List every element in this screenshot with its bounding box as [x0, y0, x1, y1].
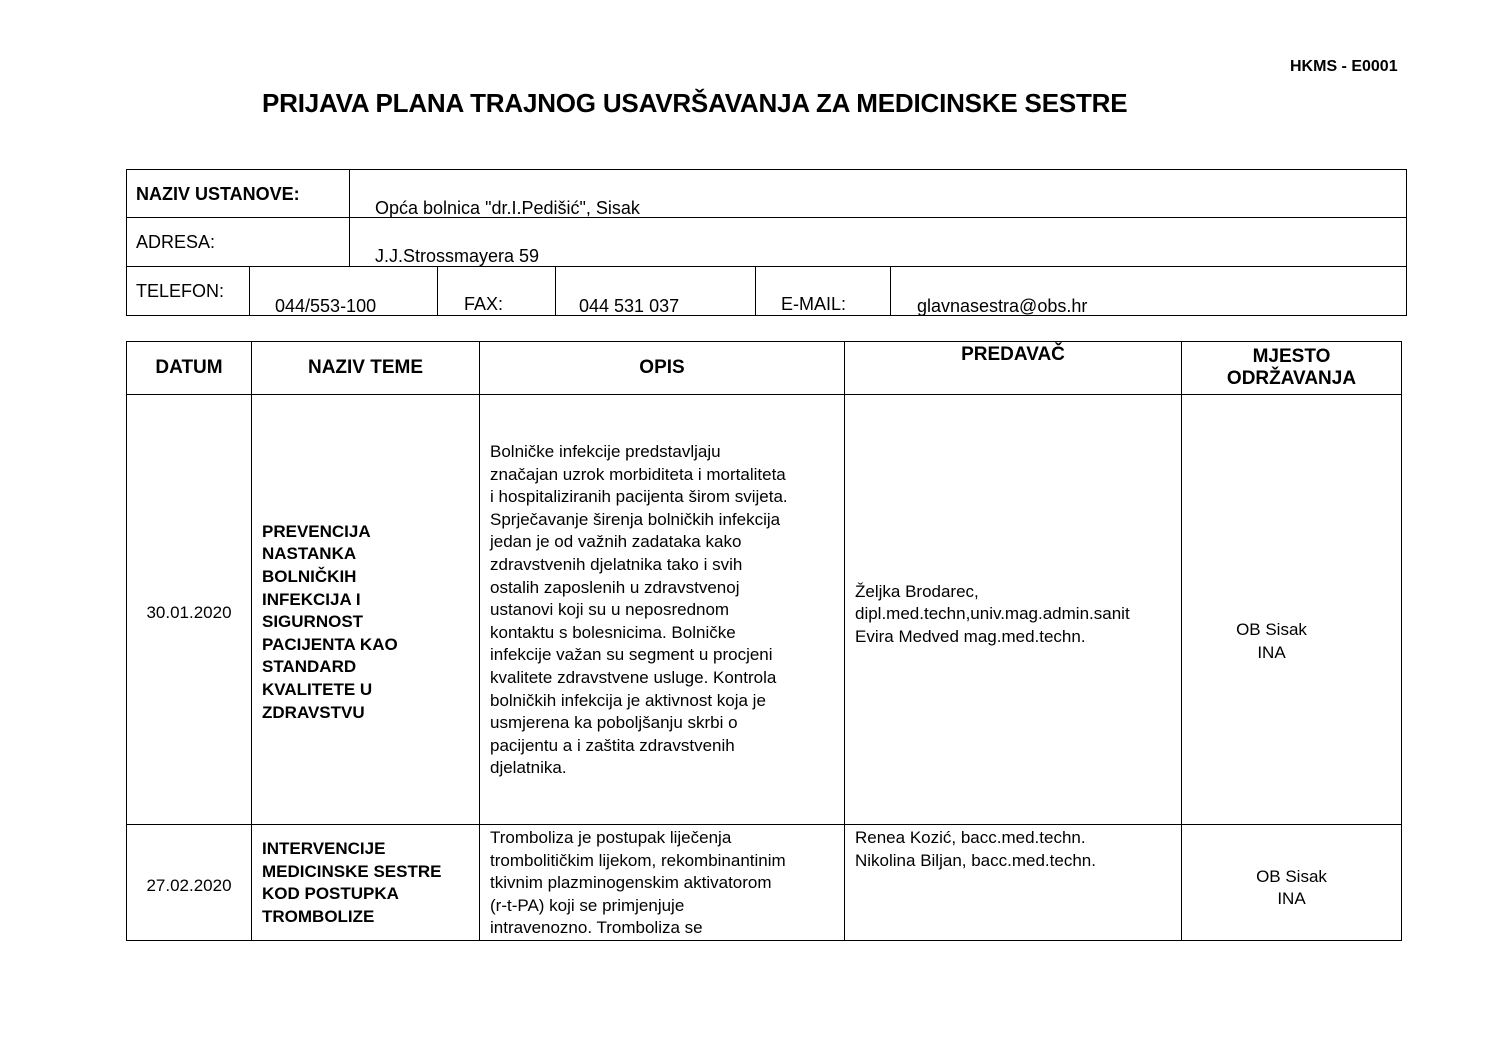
text-line: Sprječavanje širenja bolničkih infekcija	[490, 509, 781, 529]
topic-text	[252, 495, 479, 724]
description-cell	[480, 825, 845, 941]
location-text	[1182, 555, 1401, 664]
text-line: usmjerena ka poboljšanju skrbi o	[490, 713, 738, 733]
divider	[555, 266, 556, 316]
address-label: ADRESA:	[136, 232, 216, 252]
table-row	[127, 395, 1402, 825]
lecturer-text	[845, 825, 1181, 872]
description-cell	[480, 395, 845, 825]
address-value: J.J.Strossmayera 59	[375, 246, 540, 266]
text-line: Željka Brodarec,	[855, 581, 979, 601]
text-line: Renea Kozić, bacc.med.techn.	[855, 828, 1086, 847]
text-line: ZDRAVSTVU	[262, 702, 365, 722]
text-line: tkivnim plazminogenskim aktivatorom	[490, 873, 772, 893]
text-line: KVALITETE U	[262, 679, 373, 699]
text-line: infekcije važan su segment u procjeni	[490, 645, 773, 665]
text-line: kvalitete zdravstvene usluge. Kontrola	[490, 667, 777, 687]
text-line: INTERVENCIJE	[262, 839, 386, 859]
text-line: i hospitaliziranih pacijenta širom svijeta.	[490, 487, 788, 507]
email-label: E-MAIL:	[781, 294, 847, 314]
text-line: ostalih zaposlenih u zdravstvenoj	[490, 577, 740, 597]
topic-cell	[252, 395, 480, 825]
text-line: NASTANKA	[262, 544, 357, 564]
form-code: HKMS - E0001	[1290, 58, 1398, 75]
text-line: trombolitičkim lijekom, rekombinantinim	[490, 850, 786, 870]
location-cell	[1182, 395, 1402, 825]
date-cell	[127, 395, 252, 825]
table-row	[127, 825, 1402, 941]
institution-name-label: NAZIV USTANOVE:	[136, 184, 300, 204]
text-line: MEDICINSKE SESTRE	[262, 861, 442, 881]
text-line: BOLNIČKIH	[262, 567, 357, 587]
text-line: PACIJENTA KAO	[262, 634, 398, 654]
header-mjesto-line-2: ODRŽAVANJA	[1226, 368, 1357, 389]
location-cell	[1182, 825, 1402, 941]
topic-text	[252, 836, 479, 928]
lecturer-cell	[845, 825, 1182, 941]
header-mjesto	[1182, 342, 1402, 395]
text-line: pacijentu a i zaštita zdravstvenih	[490, 735, 735, 755]
text-line: jedan je od važnih zadataka kako	[490, 532, 742, 552]
text-line: Tromboliza je postupak liječenja	[490, 828, 732, 847]
text-line: djelatnika.	[490, 758, 567, 778]
fax-value: 044 531 037	[579, 296, 680, 316]
divider	[755, 266, 756, 316]
institution-name-value: Opća bolnica "dr.I.Pedišić", Sisak	[375, 198, 640, 218]
divider	[127, 217, 1406, 218]
fax-label: FAX:	[464, 294, 504, 314]
phone-value: 044/553-100	[275, 296, 377, 316]
page-title: PRIJAVA PLANA TRAJNOG USAVRŠAVANJA ZA MEDICINSKE SESTRE	[262, 88, 1128, 118]
phone-label: TELEFON:	[136, 281, 225, 301]
text-line: Evira Medved mag.med.techn.	[855, 626, 1086, 646]
divider	[349, 170, 350, 266]
header-opis: OPIS	[480, 342, 845, 395]
date-text: 30.01.2020	[146, 603, 232, 623]
description-text	[480, 439, 844, 780]
text-line: značajan uzrok morbiditeta i mortaliteta	[490, 464, 786, 484]
text-line: (r-t-PA) koji se primjenjuje	[490, 895, 685, 915]
text-line: zdravstvenih djelatnika tako i svih	[490, 555, 743, 575]
text-line: SIGURNOST	[262, 612, 364, 632]
email-value: glavnasestra@obs.hr	[917, 296, 1088, 316]
table-header-row	[127, 342, 1402, 395]
date-text: 27.02.2020	[146, 876, 232, 896]
text-line: bolničkih infekcija je aktivnost koja je	[490, 690, 766, 710]
text-line: INA	[1277, 889, 1306, 909]
divider	[127, 266, 1406, 267]
text-line: TROMBOLIZE	[262, 907, 375, 927]
lecturer-cell	[845, 395, 1182, 825]
header-predavac: PREDAVAČ	[845, 342, 1182, 395]
topic-cell	[252, 825, 480, 941]
schedule-table	[126, 341, 1402, 941]
divider	[437, 266, 438, 316]
text-line: dipl.med.techn,univ.mag.admin.sanit	[855, 604, 1130, 624]
lecturer-text	[845, 571, 1181, 649]
text-line: OB Sisak	[1236, 619, 1307, 639]
divider	[249, 266, 250, 316]
text-line: intravenozno. Tromboliza se	[490, 918, 703, 938]
description-text	[480, 825, 844, 940]
text-line: KOD POSTUPKA	[262, 884, 399, 904]
header-mjesto-line-1: MJESTO	[1252, 346, 1331, 367]
divider	[890, 266, 891, 316]
text-line: OB Sisak	[1256, 866, 1327, 886]
text-line: PREVENCIJA	[262, 521, 371, 541]
header-datum: DATUM	[127, 342, 252, 395]
location-text	[1182, 854, 1401, 911]
text-line: INFEKCIJA I	[262, 589, 361, 609]
text-line: Bolničke infekcije predstavljaju	[490, 442, 721, 462]
text-line: kontaktu s bolesnicima. Bolničke	[490, 622, 736, 642]
text-line: STANDARD	[262, 657, 357, 677]
header-naziv-teme: NAZIV TEME	[252, 342, 480, 395]
text-line: INA	[1257, 642, 1286, 662]
text-line: Nikolina Biljan, bacc.med.techn.	[855, 850, 1096, 870]
date-cell	[127, 825, 252, 941]
text-line: ustanovi koji su u neposrednom	[490, 600, 730, 620]
institution-info-box	[126, 169, 1407, 316]
